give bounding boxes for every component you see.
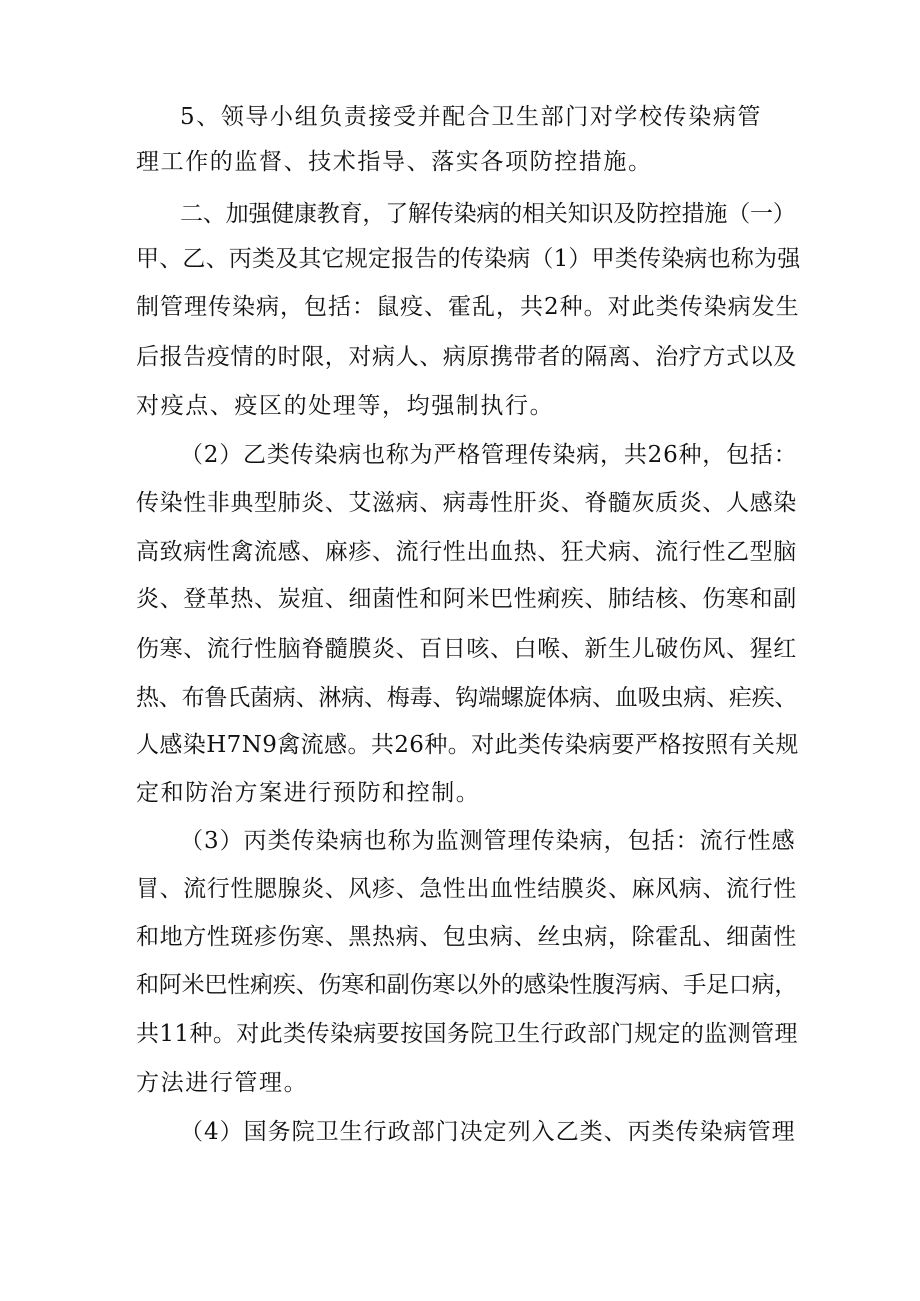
class-c-line-6: 方法进行管理。 bbox=[136, 1070, 309, 1096]
class-b-line-5: 伤寒、流行性脑脊髓膜炎、百日咳、白喉、新生儿破伤风、猩红 bbox=[136, 636, 797, 662]
paragraph-5-line-2: 理工作的监督、技术指导、落实各项防控措施。 bbox=[136, 149, 653, 175]
paragraph-5-line-1: 5、领导小组负责接受并配合卫生部门对学校传染病管 bbox=[180, 104, 763, 130]
section-2-line-3: 制管理传染病，包括：鼠疫、霍乱，共2种。对此类传染病发生 bbox=[136, 294, 800, 320]
class-b-line-4: 炎、登革热、炭疽、细菌性和阿米巴性痢疾、肺结核、伤寒和副 bbox=[136, 586, 797, 612]
class-b-line-3: 高致病性禽流感、麻疹、流行性出血热、狂犬病、流行性乙型脑 bbox=[136, 539, 797, 565]
class-b-line-6: 热、布鲁氏菌病、淋病、梅毒、钩端螺旋体病、血吸虫病、疟疾、 bbox=[136, 685, 798, 711]
paragraph-4-line-1: （4）国务院卫生行政部门决定列入乙类、丙类传染病管理 bbox=[180, 1119, 796, 1145]
class-c-line-1: （3）丙类传染病也称为监测管理传染病，包括：流行性感 bbox=[180, 828, 796, 854]
class-b-line-7: 人感染H7N9禽流感。共26种。对此类传染病要严格按照有关规 bbox=[136, 732, 799, 758]
class-c-line-4: 和阿米巴性痢疾、伤寒和副伤寒以外的感染性腹泻病、手足口病， bbox=[136, 972, 798, 998]
class-b-line-8: 定和防治方案进行预防和控制。 bbox=[136, 780, 481, 806]
section-2-line-1: 二、加强健康教育，了解传染病的相关知识及防控措施（一） bbox=[180, 201, 796, 227]
class-b-line-2: 传染性非典型肺炎、艾滋病、病毒性肝炎、脊髓灰质炎、人感染 bbox=[136, 490, 797, 516]
class-c-line-2: 冒、流行性腮腺炎、风疹、急性出血性结膜炎、麻风病、流行性 bbox=[136, 876, 797, 902]
class-c-line-5: 共11种。对此类传染病要按国务院卫生行政部门规定的监测管理 bbox=[136, 1021, 798, 1047]
class-b-line-1: （2）乙类传染病也称为严格管理传染病，共26种，包括： bbox=[180, 442, 798, 468]
section-2-line-4: 后报告疫情的时限，对病人、病原携带者的隔离、治疗方式以及 bbox=[136, 344, 797, 370]
section-2-line-2: 甲、乙、丙类及其它规定报告的传染病（1）甲类传染病也称为强 bbox=[136, 246, 801, 272]
section-2-line-5: 对疫点、疫区的处理等，均强制执行。 bbox=[136, 393, 555, 419]
class-c-line-3: 和地方性斑疹伤寒、黑热病、包虫病、丝虫病，除霍乱、细菌性 bbox=[136, 924, 797, 950]
